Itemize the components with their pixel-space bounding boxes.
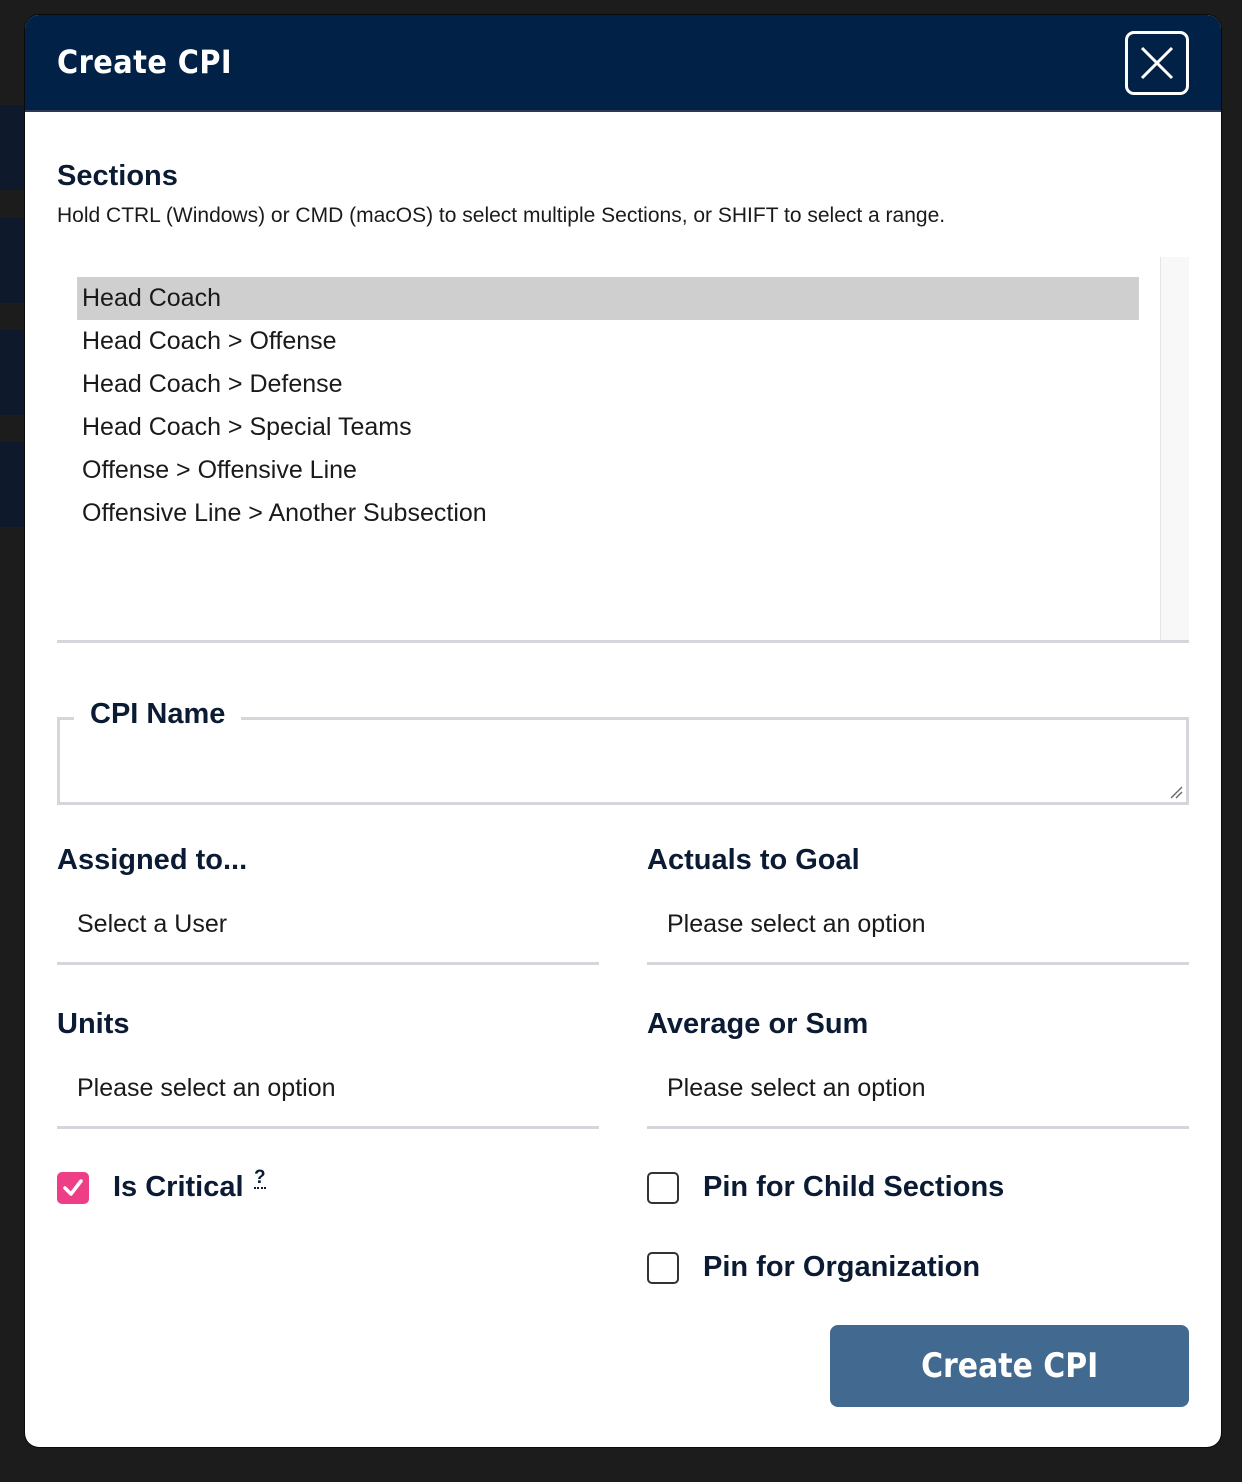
close-icon <box>1140 46 1174 80</box>
cpi-name-fieldset <box>57 698 1189 805</box>
create-cpi-button-label: Create CPI <box>920 1346 1099 1386</box>
pin-child-sections-label[interactable]: Pin for Child Sections <box>703 1171 1005 1203</box>
average-or-sum-label: Average or Sum <box>647 1008 869 1040</box>
create-cpi-modal <box>25 15 1221 1447</box>
units-select[interactable]: Please select an option <box>57 1059 599 1129</box>
actuals-to-goal-select[interactable]: Please select an option <box>647 895 1189 965</box>
section-option[interactable]: Offensive Line > Another Subsection <box>82 499 487 527</box>
average-or-sum-select[interactable]: Please select an option <box>647 1059 1189 1129</box>
units-label: Units <box>57 1008 130 1040</box>
section-option[interactable]: Head Coach > Defense <box>82 370 343 398</box>
section-option[interactable]: Head Coach > Offense <box>82 327 337 355</box>
modal-title: Create CPI <box>57 43 233 81</box>
close-button[interactable] <box>1125 31 1189 95</box>
sections-scrollbar[interactable] <box>1160 257 1189 640</box>
actuals-to-goal-label: Actuals to Goal <box>647 844 860 876</box>
resize-grip-icon[interactable] <box>1169 785 1183 799</box>
assigned-to-label: Assigned to... <box>57 844 248 876</box>
sections-heading: Sections <box>57 160 178 192</box>
cpi-name-input[interactable] <box>60 720 1186 802</box>
create-cpi-button[interactable] <box>830 1325 1189 1407</box>
backdrop-block <box>0 218 25 303</box>
pin-organization-label[interactable]: Pin for Organization <box>703 1251 981 1283</box>
backdrop-block <box>0 330 25 415</box>
backdrop-block <box>0 105 25 190</box>
pin-organization-checkbox[interactable] <box>647 1252 679 1284</box>
backdrop-block <box>0 442 25 527</box>
section-option[interactable]: Head Coach <box>77 277 1139 320</box>
is-critical-checkbox[interactable] <box>57 1172 89 1204</box>
assigned-to-select[interactable]: Select a User <box>57 895 599 965</box>
is-critical-help-icon[interactable]: ? <box>254 1167 266 1188</box>
sections-multiselect[interactable] <box>57 257 1189 643</box>
section-option[interactable]: Offense > Offensive Line <box>82 456 357 484</box>
pin-child-sections-checkbox[interactable] <box>647 1172 679 1204</box>
modal-header <box>25 15 1221 112</box>
section-option[interactable]: Head Coach > Special Teams <box>82 413 412 441</box>
checkmark-icon <box>62 1177 84 1199</box>
cpi-name-label: CPI Name <box>74 698 241 731</box>
is-critical-label[interactable]: Is Critical <box>113 1171 244 1203</box>
sections-help-text: Hold CTRL (Windows) or CMD (macOS) to select multiple Sections, or SHIFT to select a range. <box>57 204 946 227</box>
